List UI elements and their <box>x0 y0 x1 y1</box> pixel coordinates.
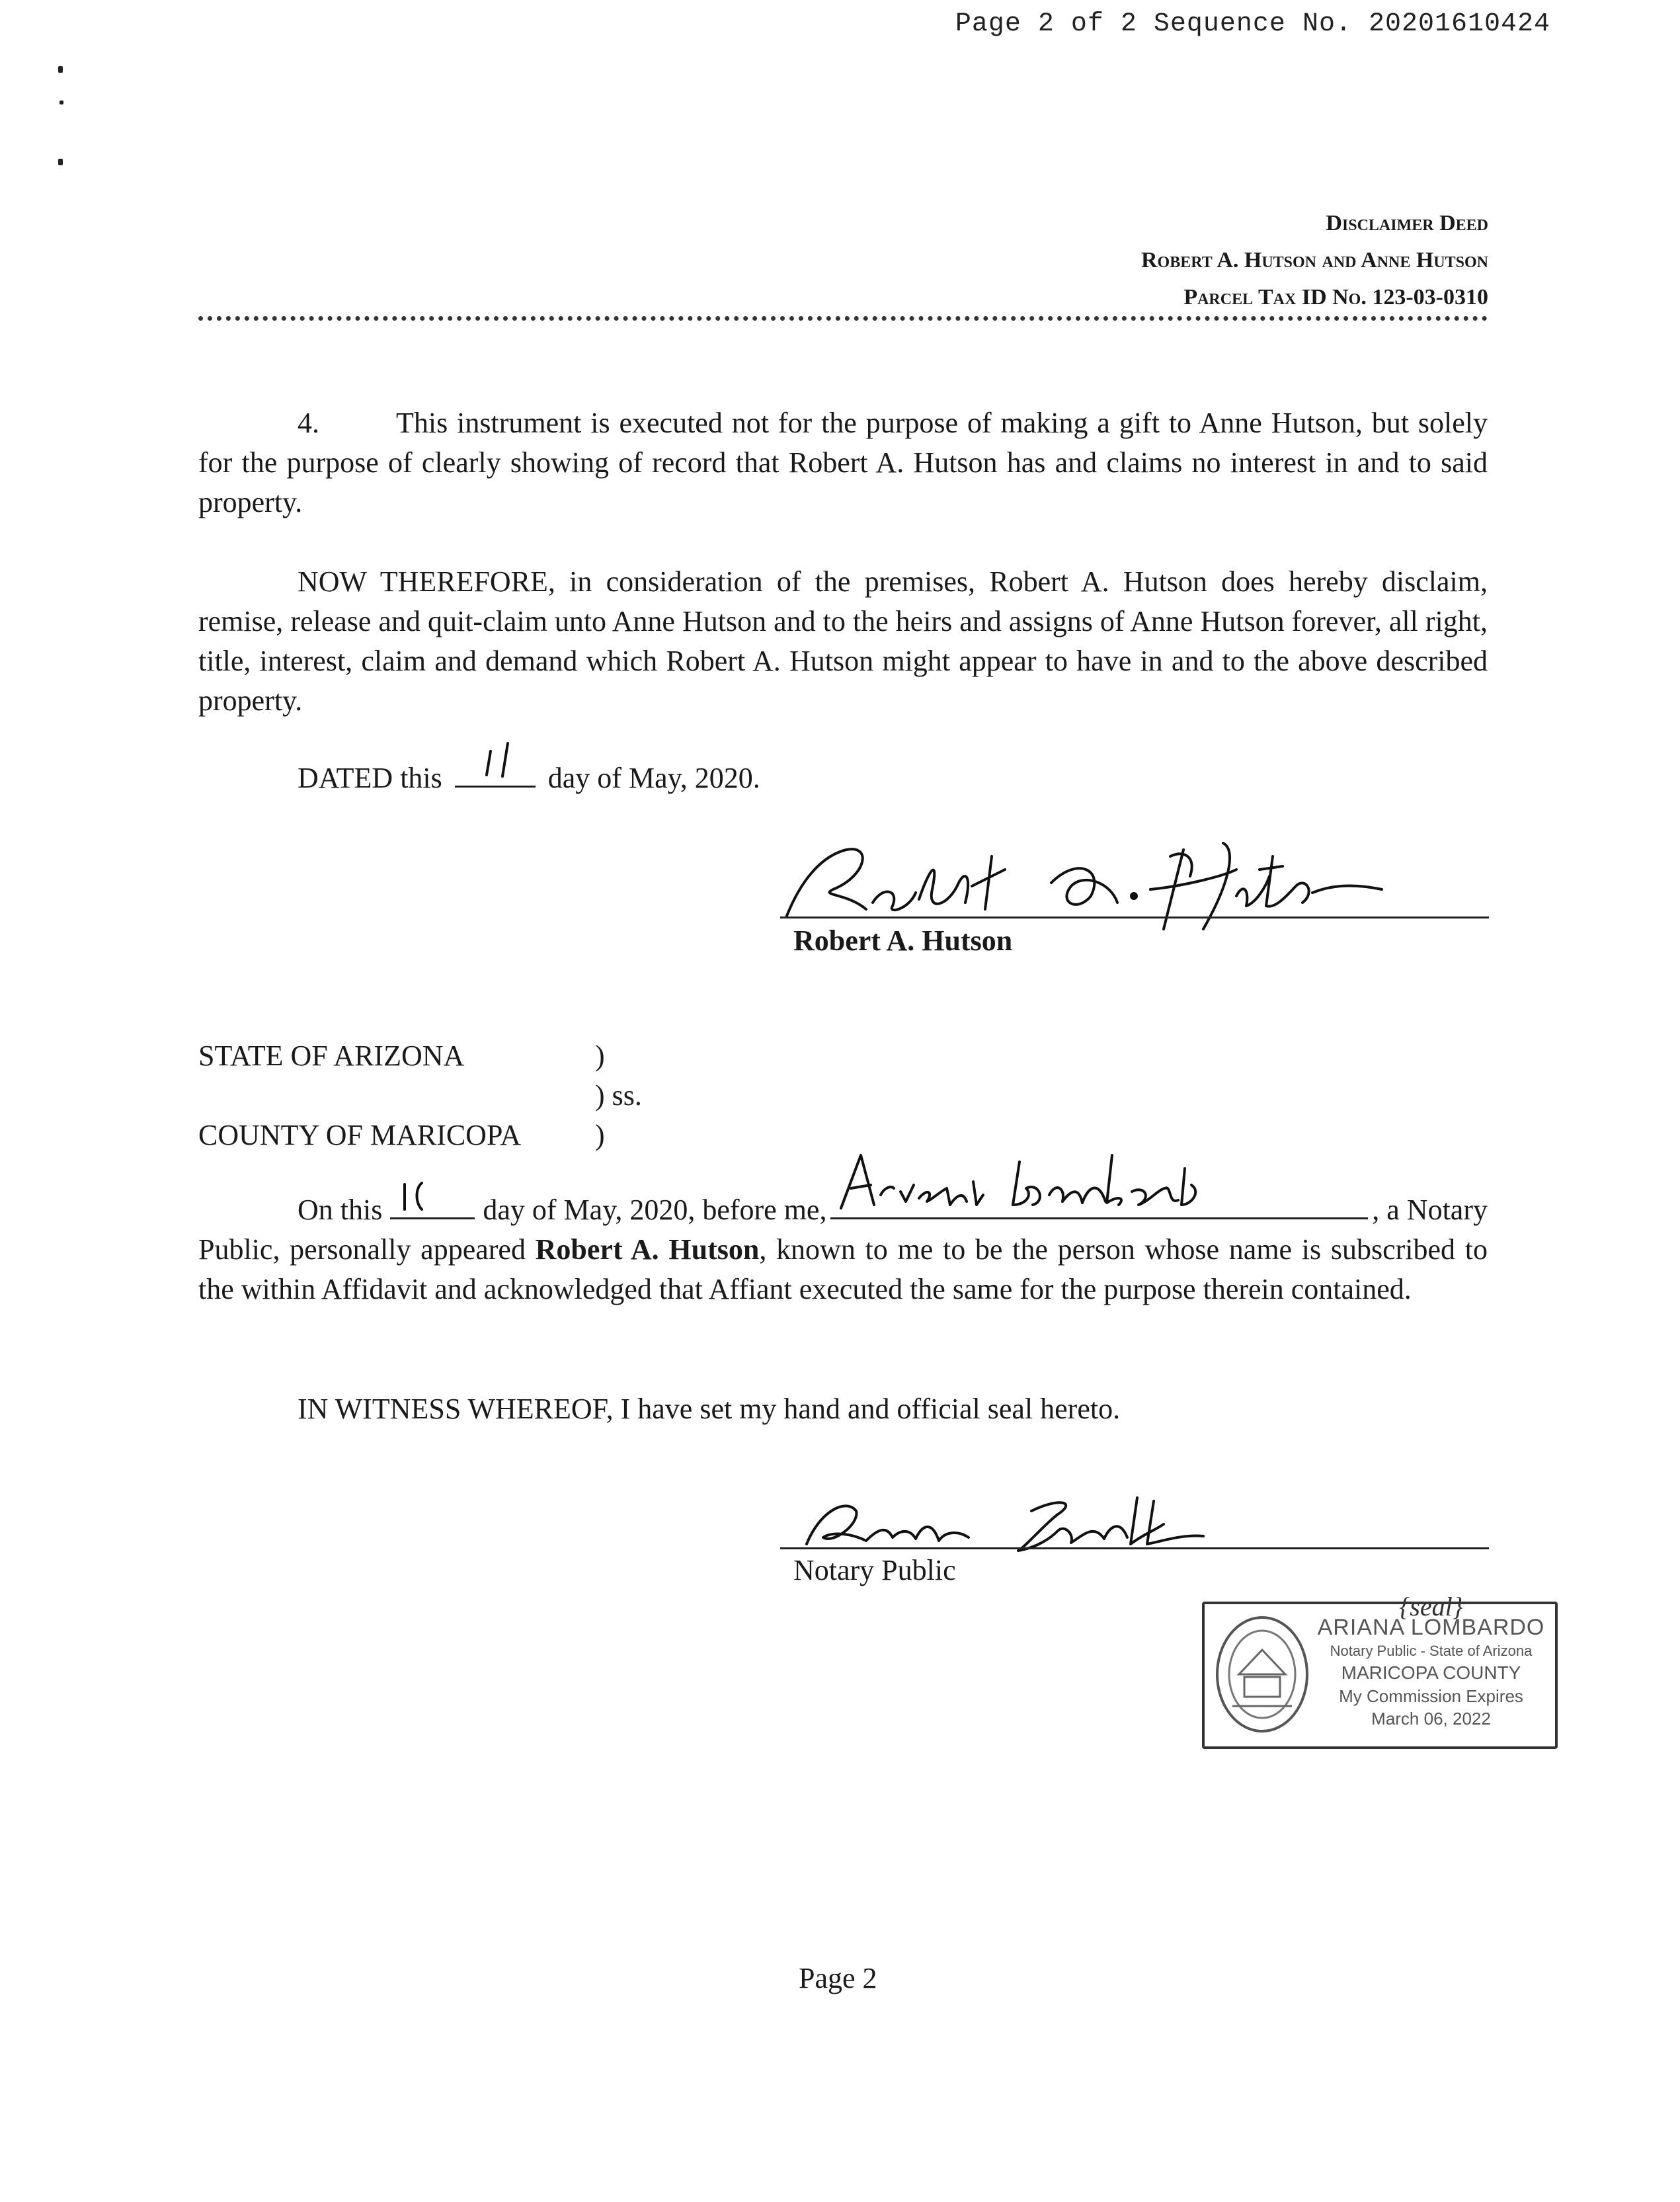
paragraph-4 <box>198 403 1488 522</box>
grantor-signature-line <box>780 917 1489 918</box>
seal-expiration-date: March 06, 2022 <box>1371 1709 1491 1729</box>
grantor-signature <box>774 830 1395 936</box>
scan-speck <box>60 101 63 104</box>
witness-statement: IN WITNESS WHEREOF, I have set my hand and official seal hereto. <box>298 1393 1121 1425</box>
deed-parcel-id: Parcel Tax ID No. 123-03-0310 <box>1183 285 1488 309</box>
paragraph-number: 4. <box>298 407 319 439</box>
venue-county: COUNTY OF MARICOPA <box>198 1119 522 1151</box>
dated-suffix: day of May, 2020. <box>547 762 760 794</box>
filing-header: Page 2 of 2 Sequence No. 20201610424 <box>955 9 1550 39</box>
acknowledgment-paragraph <box>198 1190 1488 1309</box>
venue-paren: ) <box>595 1040 605 1072</box>
ack-known-to-me: , known to me to be the person whose name is subscribed to the within Affidavit and acknowledged that Affiant executed the same for the purpose therein contained. <box>198 1233 1488 1305</box>
now-therefore-paragraph <box>198 562 1488 721</box>
venue-state: STATE OF ARIZONA <box>198 1040 465 1072</box>
venue-ss: ) ss. <box>595 1079 642 1112</box>
ack-person-name: Robert A. Hutson <box>535 1233 760 1266</box>
scan-speck <box>58 66 63 73</box>
arizona-state-seal-icon <box>1213 1613 1312 1736</box>
seal-commission: My Commission Expires <box>1339 1686 1523 1706</box>
notary-signature-line <box>780 1547 1489 1549</box>
handwritten-day <box>390 1168 475 1215</box>
now-therefore-text: NOW THEREFORE, in consideration of the premises, Robert A. Hutson does hereby disclaim, remise, release and quit-claim unto Anne Hutson and to the heirs and assigns of Anne Hutson forever, all right, title, interest, claim and demand which Robert A. Hutson might appear to have in and to the above described property. <box>198 565 1488 717</box>
scan-speck <box>58 159 63 165</box>
grantor-printed-name: Robert A. Hutson <box>793 924 1013 957</box>
page-footer: Page 2 <box>799 1962 877 1994</box>
deed-header <box>1141 205 1488 316</box>
ack-notary-blank <box>830 1191 1368 1219</box>
notary-caption: Notary Public <box>793 1554 956 1586</box>
ack-public-appeared: Public, personally appeared <box>198 1233 536 1266</box>
deed-parties: Robert A. Hutson and Anne Hutson <box>1140 248 1488 272</box>
ack-a-notary: , a Notary <box>1372 1194 1488 1226</box>
handwritten-day <box>455 737 536 783</box>
seal-county: MARICOPA COUNTY <box>1341 1662 1521 1683</box>
handwritten-notary-name <box>834 1142 1205 1215</box>
notary-signature <box>793 1485 1217 1557</box>
ack-on-this: On this <box>298 1194 383 1226</box>
dated-prefix: DATED this <box>298 762 442 794</box>
notary-seal-stamp <box>1202 1592 1558 1749</box>
ack-day-blank <box>390 1191 475 1219</box>
seal-notary-title: Notary Public - State of Arizona <box>1330 1643 1533 1659</box>
seal-handwritten-label: {seal} <box>1399 1592 1463 1621</box>
dotted-divider <box>198 316 1488 321</box>
seal-notary-name: ARIANA LOMBARDO <box>1317 1615 1545 1640</box>
ack-before-me: day of May, 2020, before me, <box>483 1194 827 1226</box>
paragraph-4-text: This instrument is executed not for the purpose of making a gift to Anne Hutson, but solely for the purpose of clearly showing of record that Robert A. Hutson has and claims no interest in and to said property. <box>198 407 1488 518</box>
deed-title: Disclaimer Deed <box>1326 211 1488 235</box>
dated-line <box>298 758 760 799</box>
venue-paren: ) <box>595 1119 605 1151</box>
dated-day-blank <box>455 759 536 788</box>
